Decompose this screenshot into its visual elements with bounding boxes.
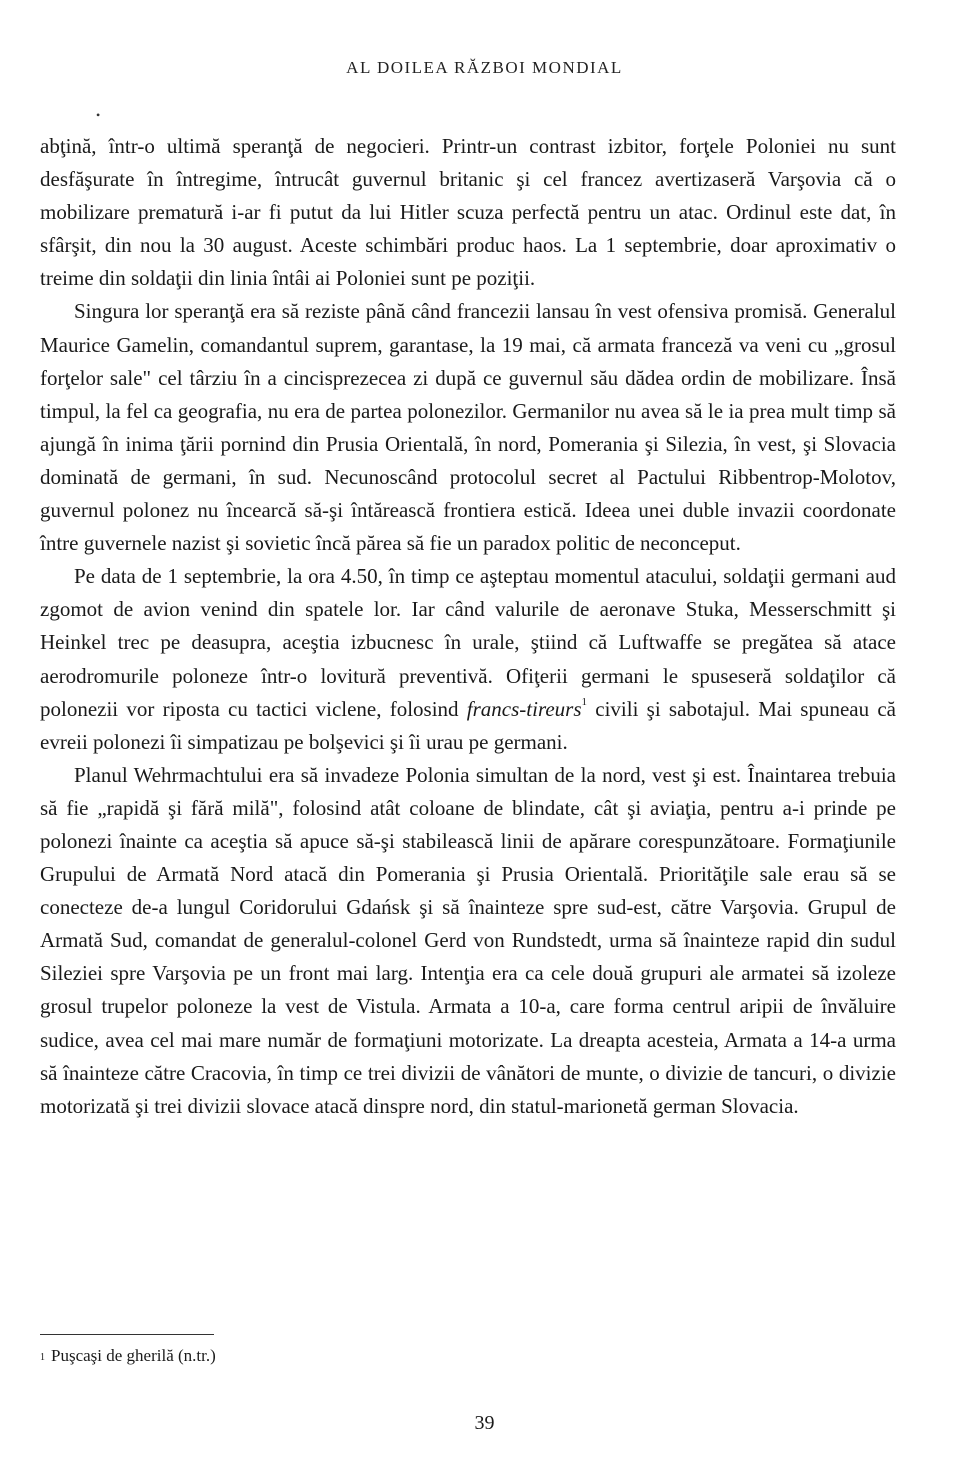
footnote-number: 1 (40, 1352, 45, 1363)
footnote-separator (40, 1334, 214, 1335)
paragraph-2: Singura lor speranţă era să reziste până când francezii lansau în vest ofensiva promisă. Generalul Maurice Gamelin, comandantul suprem, garantase, la 19 mai, că armata franceză va veni cu „grosul forţelor sale" cel târziu în a cincisprezecea zi după ce guvernul său dădea ordin de mobilizare. Însă timpul, la fel ca geografia, nu era de partea polonezilor. Germanilor nu avea să le ia prea mult timp să ajungă în inima ţării pornind din Prusia Orientală, în nord, Pomerania şi Silezia, în vest, şi Slovacia dominată de germani, în sud. Necunoscând protocolul secret al Pactului Ribbentrop-Molotov, guvernul polonez nu încearcă să-şi întărească frontiera estică. Ideea unei duble invazii coordonate între guvernele nazist şi sovietic încă părea să fie un paradox politic de neconceput. (40, 299, 896, 556)
page-number: 39 (474, 1412, 495, 1434)
footnote-text: Puşcaşi de gherilă (n.tr.) (51, 1346, 216, 1365)
paragraph-4: Planul Wehrmachtului era să invadeze Polonia simultan de la nord, vest şi est. Înaintarea trebuia să fie „rapidă şi fără milă", folosind atât coloane de blindate, cât şi aviaţia, pentru a-i prinde pe polonezi înainte ca aceştia să apuce să-şi stabilească linii de apărare corespunzătoare. Formaţiunile Grupului de Armată Nord atacă din Pomerania şi Prusia Orientală. Priorităţile sale erau să se conecteze de-a lungul Coridorului Gdańsk şi să înainteze spre sud-est, către Varşovia. Grupul de Armată Sud, comandat de generalul-colonel Gerd von Rundstedt, urma să înainteze rapid din sudul Sileziei spre Varşovia pe un front mai larg. Intenţia era ca cele două grupuri ale armatei să izoleze grosul trupelor poloneze la vest de Vistula. Armata a 10-a, care forma centrul aripii de învăluire sudice, avea cel mai mare număr de formaţiuni motorizate. La dreapta acesteia, Armata a 14-a urma să înainteze către Cracovia, în timp ce trei divizii de vânători de munte, o divizie de tancuri, o divizie motorizată şi trei divizii slovace atacă dinspre nord, din statul-marionetă german Slovacia. (40, 762, 896, 1118)
paragraph-3-text-end: civili şi sabotajul. Mai spuneau că evreii polonezi îi simpatizau pe bolşevici şi îi urau pe germani. (40, 696, 896, 754)
paragraph-3 (40, 560, 896, 759)
footnote (40, 1344, 216, 1368)
paragraph-1: abţină, într-o ultimă speranţă de negocieri. Printr-un contrast izbitor, forţele Poloniei nu sunt desfăşurate în întregime, întrucât guvernul britanic şi cel francez avertizaseră Varşovia că o mobilizare prematură i-ar fi putut da lui Hitler scuza perfectă pentru un atac. Ordinul este dat, în sfârşit, din nou la 30 august. Aceste schimbări produc haos. La 1 septembrie, doar aproximativ o treime din soldaţii din linia întâi ai Poloniei sunt pe poziţii. (40, 134, 896, 291)
running-header: AL DOILEA RĂZBOI MONDIAL (346, 58, 623, 77)
footnote-reference: 1 (581, 695, 588, 708)
header-mark: • (96, 108, 101, 122)
paragraph-3-text-start: Pe data de 1 septembrie, la ora 4.50, în timp ce aşteptau momentul atacului, soldaţii germani aud zgomot de avion venind din spatele lor. Iar când valurile de aeronave Stuka, Messerschmitt şi Heinkel trec pe deasupra, aceştia izbucnesc în urale, ştiind că Luftwaffe se pregătea să atace aerodromurile poloneze într-o lovitură preventivă. Ofiţerii germani le spuseseră soldaţilor că polonezii vor riposta cu tactici viclene, folosind (40, 564, 896, 721)
italic-term: francs-tireurs (466, 696, 582, 721)
body-text (40, 130, 896, 1123)
